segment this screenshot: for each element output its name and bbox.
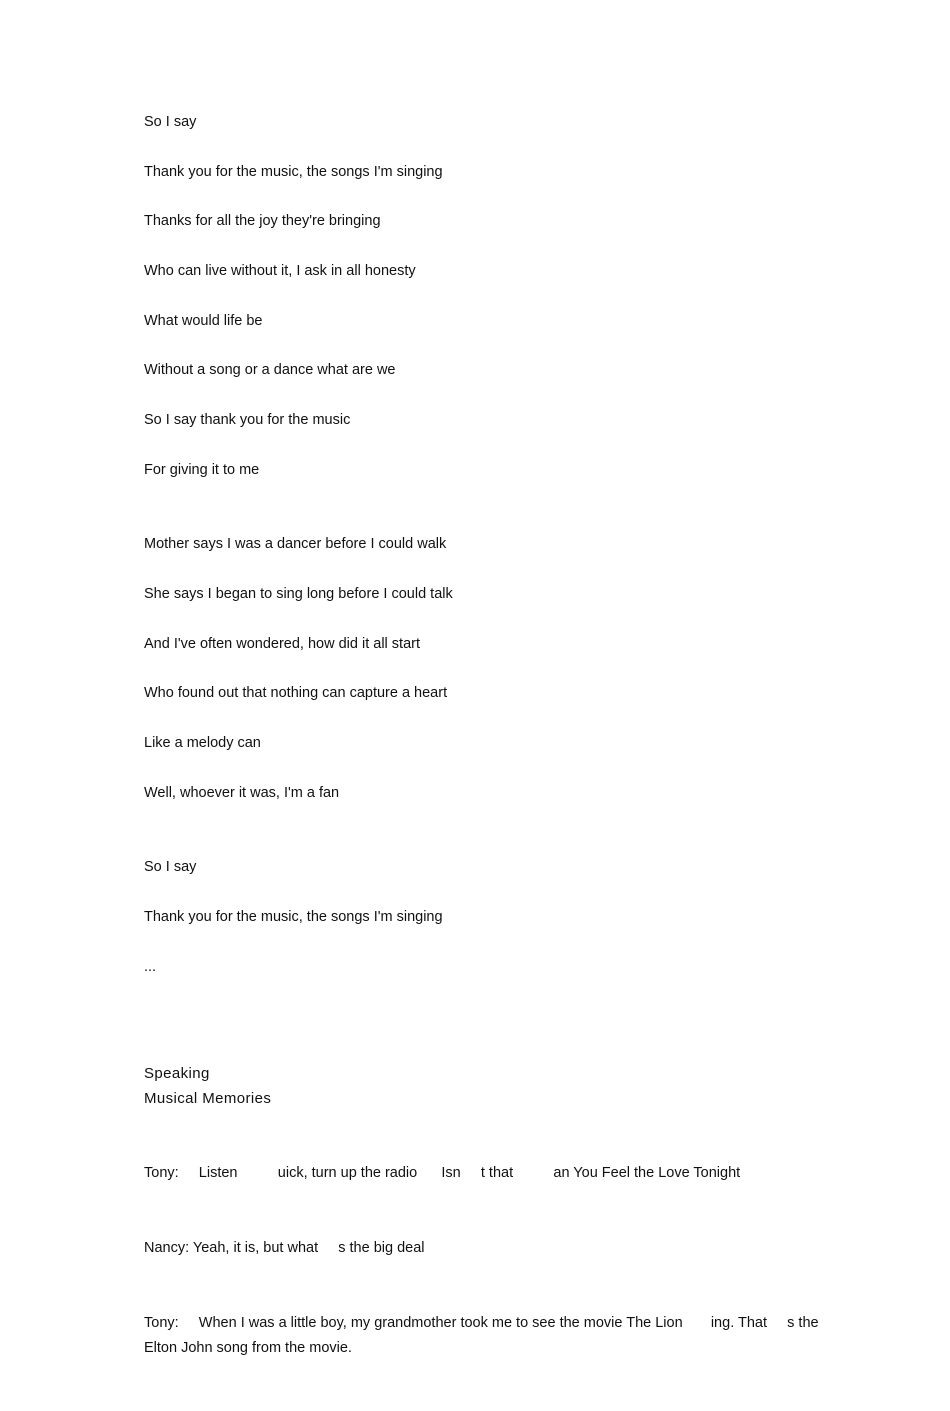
lyric-line: Who found out that nothing can capture a heart xyxy=(144,685,448,702)
lyric-line: Without a song or a dance what are we xyxy=(144,362,396,379)
lyric-line: Who can live without it, I ask in all honesty xyxy=(144,263,416,280)
song-lyrics xyxy=(144,112,844,1006)
dialogue-line: Nancy: Yeah, it is, but what s the big deal xyxy=(144,1240,425,1256)
lyric-line: And I've often wondered, how did it all start xyxy=(144,635,421,652)
lyric-line: Well, whoever it was, I'm a fan xyxy=(144,784,340,801)
speaking-section xyxy=(144,1061,844,1411)
dialogue-line: Tony: When I was a little boy, my grandmother took me to see the movie The Lion ing. That s the Elton John song from the movie. xyxy=(144,1315,823,1356)
lyric-line: Thank you for the music, the songs I'm singing xyxy=(144,163,443,180)
lyric-line: So I say xyxy=(144,859,197,876)
dialogue-line: Tony: Listen uick, turn up the radio Isn t that an You Feel the Love Tonight xyxy=(144,1165,741,1181)
lyric-line: So I say xyxy=(144,114,197,130)
lyric-line: Like a melody can xyxy=(144,735,261,752)
lyric-line: Thank you for the music, the songs I'm singing xyxy=(144,908,443,925)
section-subtitle: Musical Memories xyxy=(144,1090,272,1107)
lyric-line: What would life be xyxy=(144,312,263,329)
dialogue xyxy=(144,1111,844,1411)
lyric-line: Thanks for all the joy they're bringing xyxy=(144,213,381,230)
lyric-line: So I say thank you for the music xyxy=(144,412,351,429)
lyric-line: Mother says I was a dancer before I could walk xyxy=(144,536,447,553)
lyric-line: For giving it to me xyxy=(144,461,260,478)
section-title: Speaking xyxy=(144,1065,210,1082)
lyric-line: ... xyxy=(144,958,157,975)
lyric-line: She says I began to sing long before I could talk xyxy=(144,586,453,602)
